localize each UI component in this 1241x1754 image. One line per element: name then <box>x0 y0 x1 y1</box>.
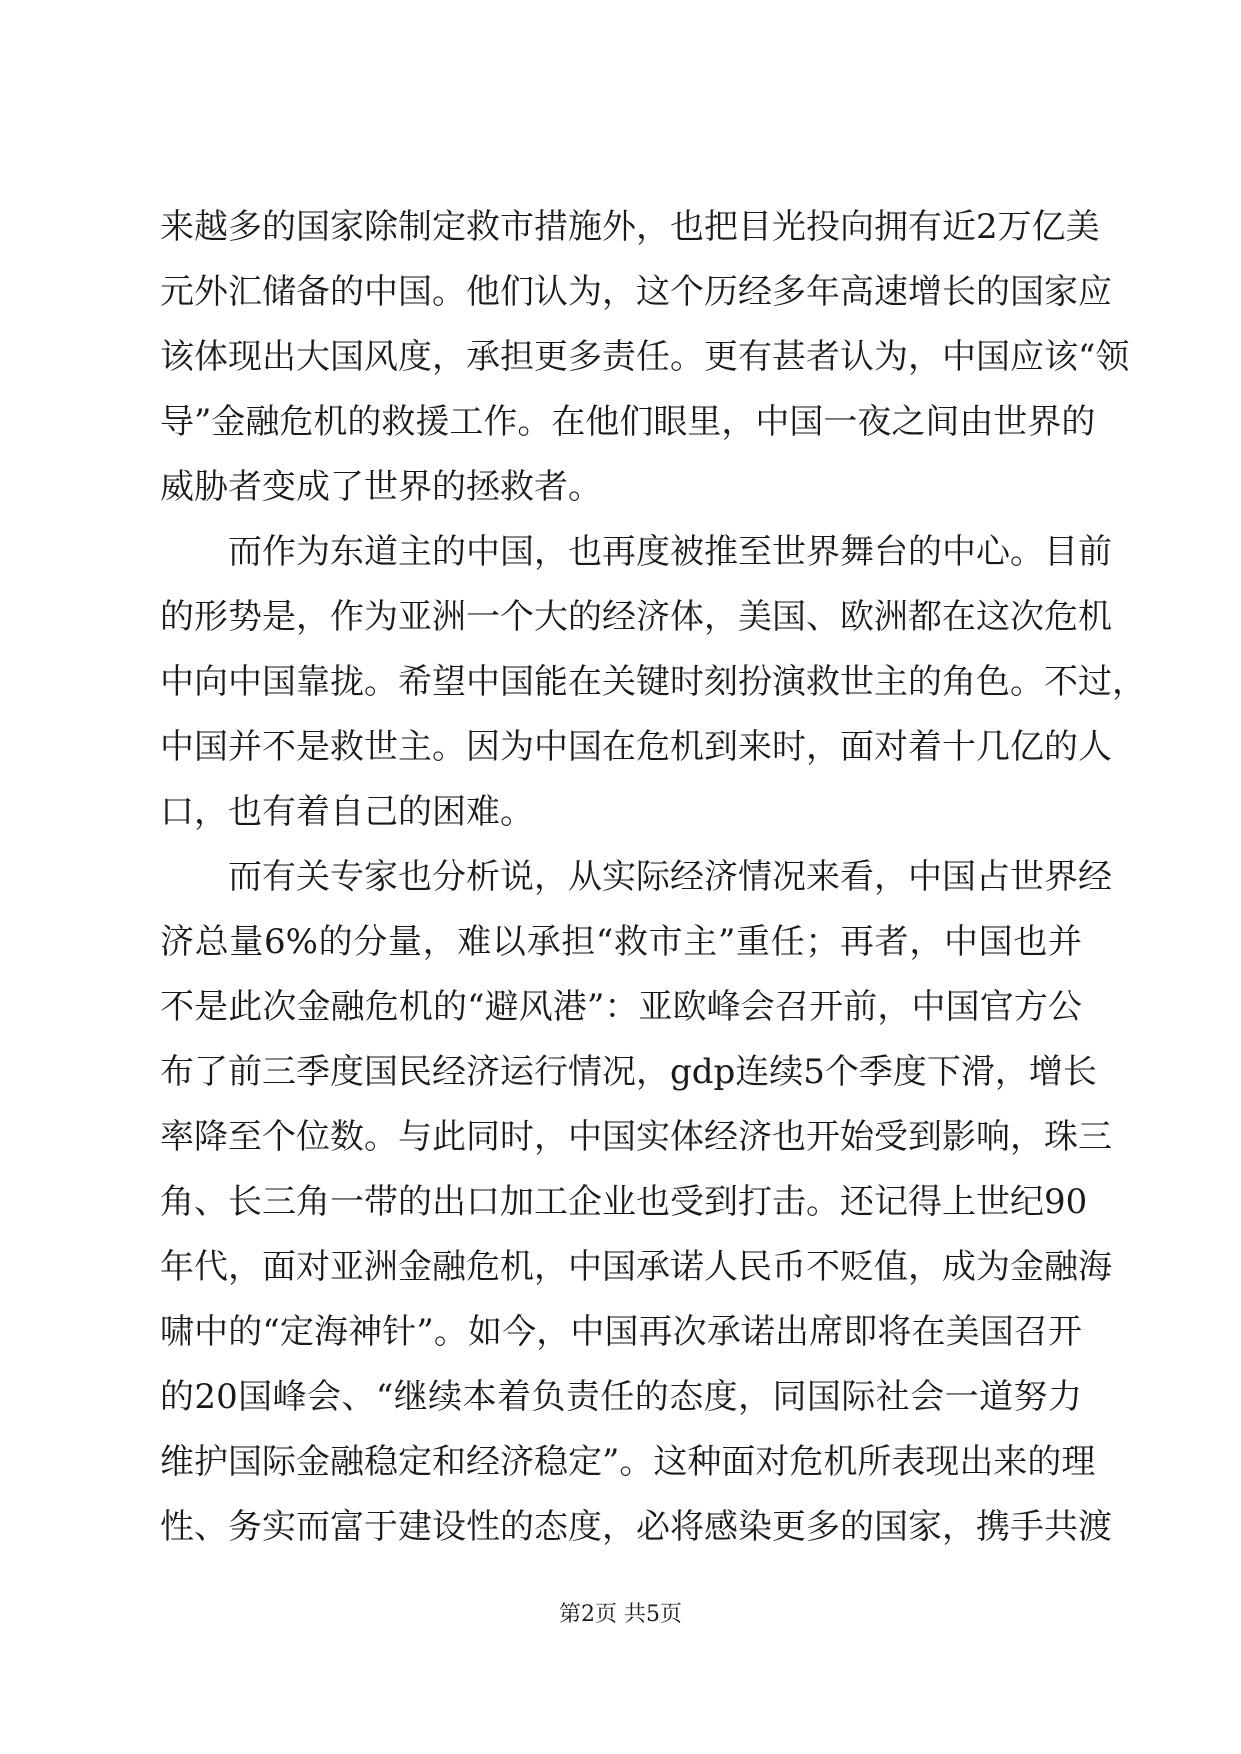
text-line: 而作为东道主的中国，也再度被推至世界舞台的中心。目前 <box>228 532 1112 572</box>
paragraph <box>160 845 1112 1560</box>
paragraph <box>160 520 1146 845</box>
document-body <box>160 195 1146 1560</box>
text-line: 不是此次金融危机的“避风港”：亚欧峰会召开前，中国官方公 <box>160 987 1082 1027</box>
text-line: 布了前三季度国民经济运行情况，gdp连续5个季度下滑，增长 <box>160 1052 1097 1092</box>
paragraph <box>160 195 1130 520</box>
page-number-footer: 第2页 共5页 <box>559 1602 682 1627</box>
text-line: 中国并不是救世主。因为中国在危机到来时，面对着十几亿的人 <box>160 727 1112 767</box>
text-line: 导”金融危机的救援工作。在他们眼里，中国一夜之间由世界的 <box>160 402 1096 442</box>
text-line: 角、长三角一带的出口加工企业也受到打击。还记得上世纪90 <box>160 1182 1088 1222</box>
text-line: 维护国际金融稳定和经济稳定”。这种面对危机所表现出来的理 <box>160 1442 1096 1482</box>
text-line: 的形势是，作为亚洲一个大的经济体，美国、欧洲都在这次危机 <box>160 597 1112 637</box>
text-line: 年代，面对亚洲金融危机，中国承诺人民币不贬值，成为金融海 <box>160 1247 1112 1287</box>
text-line: 该体现出大国风度，承担更多责任。更有甚者认为，中国应该“领 <box>160 337 1130 377</box>
text-line: 中向中国靠拢。希望中国能在关键时刻扮演救世主的角色。不过， <box>160 662 1146 702</box>
text-line: 啸中的“定海神针”。如今，中国再次承诺出席即将在美国召开 <box>160 1312 1082 1352</box>
text-line: 性、务实而富于建设性的态度，必将感染更多的国家，携手共渡 <box>160 1507 1112 1547</box>
text-line: 元外汇储备的中国。他们认为，这个历经多年高速增长的国家应 <box>160 272 1112 312</box>
text-line: 率降至个位数。与此同时，中国实体经济也开始受到影响，珠三 <box>160 1117 1112 1157</box>
text-line: 济总量6%的分量，难以承担“救市主”重任；再者，中国也并 <box>160 922 1082 962</box>
text-line: 来越多的国家除制定救市措施外，也把目光投向拥有近2万亿美 <box>160 207 1100 247</box>
text-line: 而有关专家也分析说，从实际经济情况来看，中国占世界经 <box>228 857 1112 897</box>
text-line: 威胁者变成了世界的拯救者。 <box>160 467 602 507</box>
text-line: 口，也有着自己的困难。 <box>160 792 534 832</box>
text-line: 的20国峰会、“继续本着负责任的态度，同国际社会一道努力 <box>160 1377 1082 1417</box>
